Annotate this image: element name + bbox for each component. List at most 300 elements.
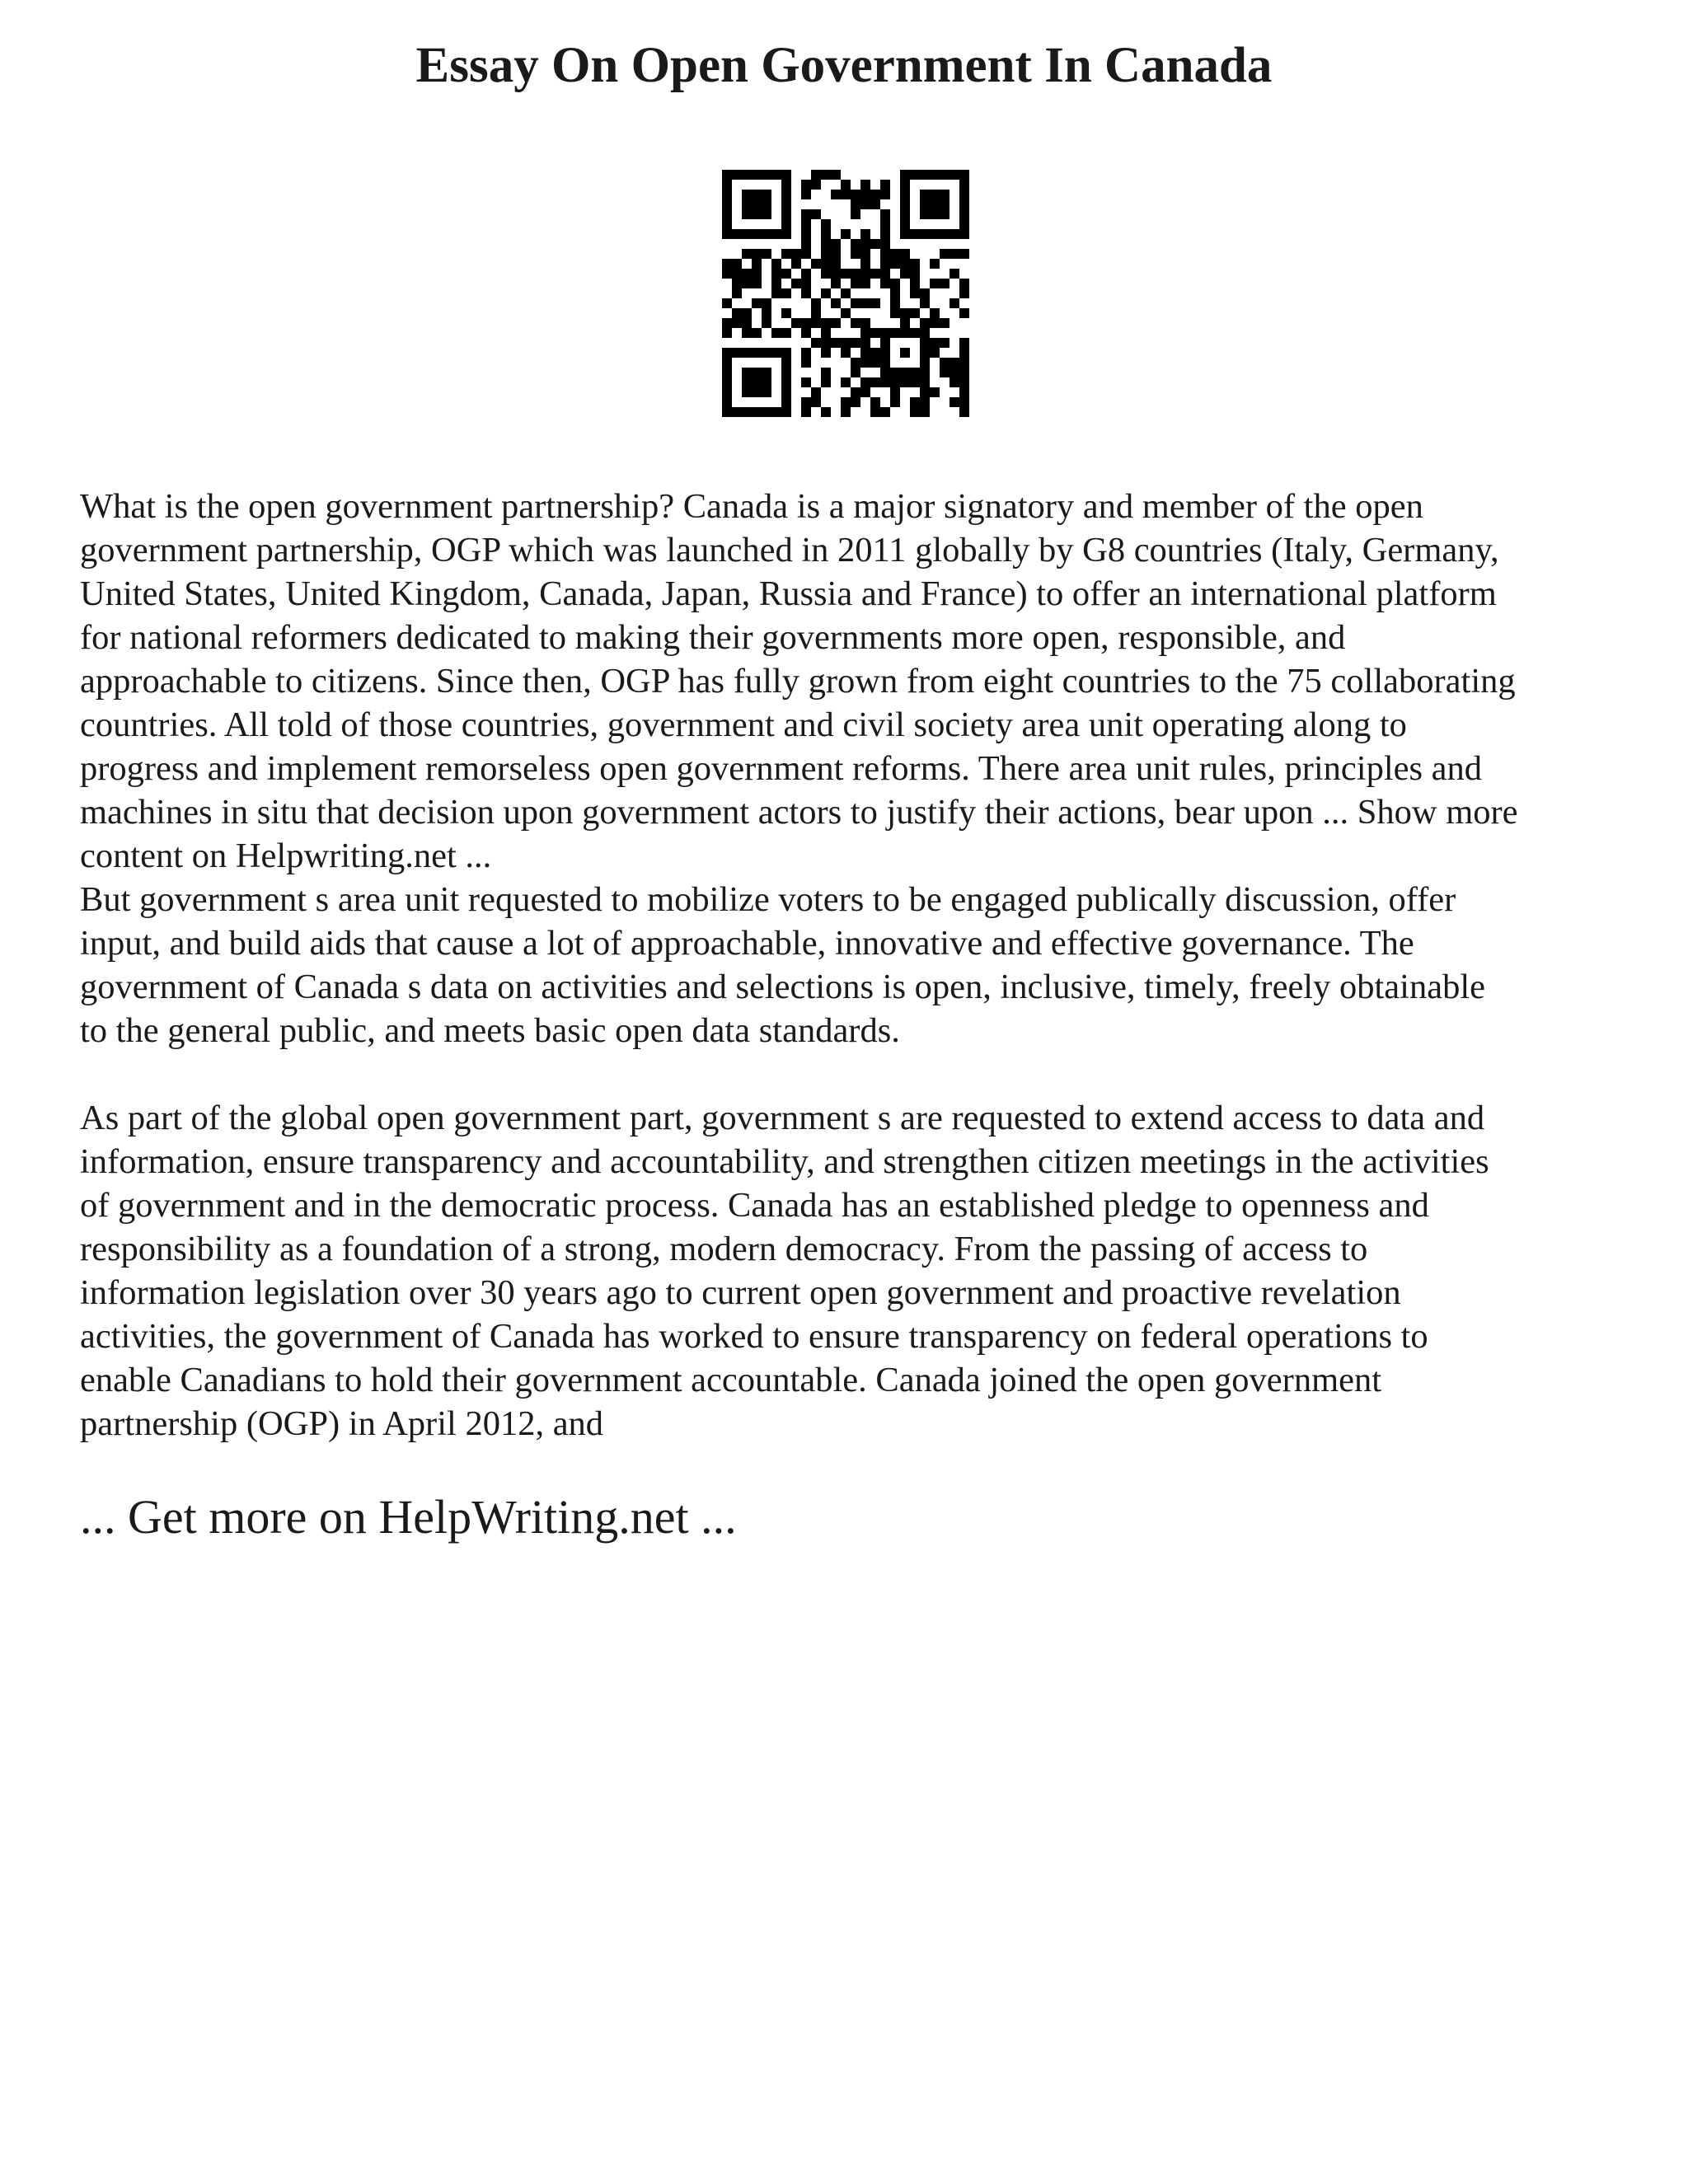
qr-module <box>910 288 920 298</box>
qr-module <box>870 348 880 358</box>
qr-module <box>722 348 732 358</box>
qr-module <box>959 199 969 209</box>
qr-module <box>722 180 732 190</box>
qr-module <box>781 358 791 368</box>
qr-module <box>762 249 771 259</box>
qr-module <box>762 348 771 358</box>
paragraph-1 <box>80 485 1629 878</box>
qr-module <box>722 387 732 397</box>
qr-module <box>900 219 910 229</box>
qr-module <box>860 348 870 358</box>
qr-module <box>910 377 920 387</box>
qr-module <box>771 328 781 338</box>
qr-module <box>752 269 762 279</box>
qr-module <box>722 368 732 377</box>
text-line: As part of the global open government part, government s are requested to extend access to data and <box>80 1099 1485 1137</box>
qr-module <box>752 368 762 377</box>
qr-module <box>870 269 880 279</box>
qr-module <box>890 368 900 377</box>
qr-module <box>722 298 732 308</box>
text-line: But government s area unit requested to mobilize voters to be engaged publically discussion, offer <box>80 880 1456 919</box>
qr-module <box>851 190 860 199</box>
qr-module <box>851 239 860 249</box>
qr-module <box>860 387 870 397</box>
qr-module <box>791 279 801 288</box>
qr-module <box>959 229 969 239</box>
qr-module <box>940 279 950 288</box>
qr-module <box>742 318 752 328</box>
qr-module <box>742 209 752 219</box>
qr-module <box>811 397 821 407</box>
qr-module <box>801 397 811 407</box>
qr-module <box>860 358 870 368</box>
qr-module <box>732 407 742 417</box>
qr-module <box>771 259 781 269</box>
text-line: content on Helpwriting.net ... <box>80 837 492 875</box>
qr-module <box>722 358 732 368</box>
qr-module <box>732 348 742 358</box>
qr-module <box>959 358 969 368</box>
qr-module <box>920 190 930 199</box>
qr-module <box>801 279 811 288</box>
qr-module <box>732 279 742 288</box>
qr-module <box>732 259 742 269</box>
qr-module <box>781 397 791 407</box>
qr-module <box>781 288 791 298</box>
qr-module <box>910 279 920 288</box>
qr-module <box>920 328 930 338</box>
qr-module <box>910 229 920 239</box>
qr-module <box>781 180 791 190</box>
qr-module <box>801 249 811 259</box>
qr-module <box>831 249 841 259</box>
qr-module <box>910 368 920 377</box>
qr-module <box>841 269 851 279</box>
qr-module <box>821 377 831 387</box>
qr-module <box>821 288 831 298</box>
qr-module <box>811 338 821 348</box>
qr-module <box>831 269 841 279</box>
qr-module <box>732 308 742 318</box>
qr-module <box>930 348 940 358</box>
text-line: to the general public, and meets basic open data standards. <box>80 1011 900 1050</box>
qr-module <box>920 229 930 239</box>
qr-module <box>752 199 762 209</box>
qr-module <box>722 407 732 417</box>
qr-module <box>870 199 880 209</box>
qr-module <box>722 190 732 199</box>
qr-module <box>781 209 791 219</box>
qr-module <box>752 387 762 397</box>
qr-module <box>930 308 940 318</box>
qr-module <box>959 180 969 190</box>
qr-module <box>752 377 762 387</box>
qr-module <box>801 180 811 190</box>
qr-module <box>762 209 771 219</box>
qr-module <box>781 269 791 279</box>
qr-module <box>821 219 831 229</box>
qr-module <box>841 407 851 417</box>
qr-module <box>781 190 791 199</box>
qr-module <box>880 407 890 417</box>
qr-module <box>959 387 969 397</box>
qr-module <box>930 209 940 219</box>
qr-module <box>930 190 940 199</box>
qr-module <box>890 298 900 308</box>
qr-module <box>742 249 752 259</box>
qr-module <box>742 308 752 318</box>
qr-module <box>781 387 791 397</box>
qr-module <box>940 368 950 377</box>
qr-module <box>781 249 791 259</box>
qr-module <box>900 259 910 269</box>
qr-module <box>752 328 762 338</box>
qr-module <box>959 209 969 219</box>
qr-module <box>821 249 831 259</box>
qr-module <box>950 269 959 279</box>
qr-module <box>880 348 890 358</box>
qr-module <box>722 397 732 407</box>
qr-module <box>752 249 762 259</box>
qr-module <box>851 298 860 308</box>
qr-module <box>880 219 890 229</box>
qr-module <box>880 209 890 219</box>
qr-module <box>801 377 811 387</box>
qr-module <box>781 199 791 209</box>
qr-module <box>771 269 781 279</box>
qr-module <box>870 377 880 387</box>
qr-module <box>880 229 890 239</box>
qr-module <box>742 387 752 397</box>
qr-module <box>860 377 870 387</box>
qr-module <box>851 209 860 219</box>
qr-module <box>880 259 890 269</box>
qr-module <box>821 170 831 180</box>
qr-module <box>959 288 969 298</box>
qr-module <box>959 249 969 259</box>
qr-module <box>910 170 920 180</box>
qr-module <box>920 358 930 368</box>
text-line: machines in situ that decision upon government actors to justify their actions, bear upon ... Show more <box>80 793 1518 832</box>
qr-module <box>950 170 959 180</box>
qr-module <box>920 199 930 209</box>
qr-module <box>890 259 900 269</box>
qr-module <box>801 358 811 368</box>
qr-module <box>722 199 732 209</box>
qr-module <box>860 269 870 279</box>
qr-module <box>920 298 930 308</box>
qr-module <box>890 288 900 298</box>
qr-module <box>821 338 831 348</box>
qr-module <box>831 318 841 328</box>
qr-module <box>880 377 890 387</box>
qr-module <box>959 279 969 288</box>
qr-module <box>880 338 890 348</box>
qr-module <box>870 407 880 417</box>
qr-module <box>940 338 950 348</box>
qr-module <box>821 328 831 338</box>
qr-module <box>762 190 771 199</box>
qr-module <box>930 279 940 288</box>
qr-module <box>742 170 752 180</box>
text-line: information legislation over 30 years ago to current open government and proactive revelation <box>80 1273 1401 1312</box>
qr-module <box>920 338 930 348</box>
qr-module <box>732 229 742 239</box>
qr-module <box>920 348 930 358</box>
qr-module <box>851 279 860 288</box>
qr-module <box>722 229 732 239</box>
qr-module <box>801 288 811 298</box>
qr-module <box>781 229 791 239</box>
qr-module <box>900 328 910 338</box>
qr-module <box>940 229 950 239</box>
qr-module <box>851 269 860 279</box>
text-line: What is the open government partnership? Canada is a major signatory and member of the open <box>80 487 1423 526</box>
qr-module <box>910 308 920 318</box>
qr-module <box>722 377 732 387</box>
qr-module <box>801 209 811 219</box>
qr-module <box>771 229 781 239</box>
get-more-link[interactable]: ... Get more on HelpWriting.net ... <box>80 1490 737 1544</box>
qr-module <box>781 377 791 387</box>
qr-module <box>870 358 880 368</box>
paragraph-2 <box>80 878 1629 1052</box>
qr-module <box>801 348 811 358</box>
qr-module <box>900 249 910 259</box>
qr-module <box>752 209 762 219</box>
qr-module <box>900 199 910 209</box>
qr-module <box>950 229 959 239</box>
qr-module <box>890 397 900 407</box>
qr-module <box>890 308 900 318</box>
qr-module <box>880 368 890 377</box>
qr-module <box>831 279 841 288</box>
qr-module <box>762 387 771 397</box>
essay-body <box>80 485 1629 1446</box>
qr-module <box>762 229 771 239</box>
qr-module <box>930 387 940 397</box>
qr-module <box>752 170 762 180</box>
qr-module <box>771 348 781 358</box>
qr-module <box>930 318 940 328</box>
qr-module <box>880 269 890 279</box>
qr-module <box>900 269 910 279</box>
qr-module <box>811 318 821 328</box>
qr-module <box>752 259 762 269</box>
qr-module <box>860 239 870 249</box>
qr-module <box>801 407 811 417</box>
qr-module <box>742 229 752 239</box>
qr-module <box>930 170 940 180</box>
qr-module <box>781 348 791 358</box>
qr-module <box>732 288 742 298</box>
qr-module <box>900 377 910 387</box>
qr-module <box>920 387 930 397</box>
qr-module <box>752 229 762 239</box>
qr-module <box>752 298 762 308</box>
qr-module <box>920 318 930 328</box>
qr-module <box>860 279 870 288</box>
text-line: input, and build aids that cause a lot of approachable, innovative and effective governance. The <box>80 924 1414 963</box>
qr-module <box>950 298 959 308</box>
qr-module <box>900 318 910 328</box>
qr-module <box>811 170 821 180</box>
qr-module <box>930 229 940 239</box>
qr-module <box>752 407 762 417</box>
qr-module <box>781 308 791 318</box>
qr-module <box>860 229 870 239</box>
qr-module <box>821 348 831 358</box>
qr-module <box>722 219 732 229</box>
qr-module <box>920 377 930 387</box>
qr-module <box>781 170 791 180</box>
qr-module <box>890 279 900 288</box>
qr-module <box>940 170 950 180</box>
qr-module <box>821 229 831 239</box>
qr-module <box>811 180 821 190</box>
qr-module <box>762 170 771 180</box>
qr-module <box>950 377 959 387</box>
qr-module <box>900 348 910 358</box>
qr-module <box>791 249 801 259</box>
paragraph-gap <box>80 1052 1629 1096</box>
qr-module <box>841 190 851 199</box>
qr-module <box>762 199 771 209</box>
qr-module <box>959 308 969 318</box>
qr-module <box>811 308 821 318</box>
text-line: government of Canada s data on activities and selections is open, inclusive, timely, freely obtainable <box>80 968 1486 1006</box>
qr-module <box>940 199 950 209</box>
qr-module <box>831 259 841 269</box>
qr-module <box>821 318 831 328</box>
qr-module <box>940 209 950 219</box>
qr-module <box>762 377 771 387</box>
qr-code-icon <box>722 170 969 417</box>
qr-module <box>801 229 811 239</box>
qr-module <box>762 318 771 328</box>
text-line: progress and implement remorseless open government reforms. There area unit rules, principles and <box>80 749 1483 788</box>
qr-module <box>880 279 890 288</box>
qr-module <box>722 170 732 180</box>
qr-module <box>841 229 851 239</box>
qr-module <box>959 377 969 387</box>
qr-module <box>821 407 831 417</box>
text-line: of government and in the democratic process. Canada has an established pledge to openness and <box>80 1186 1429 1225</box>
qr-module <box>900 209 910 219</box>
qr-module <box>851 387 860 397</box>
qr-module <box>940 190 950 199</box>
qr-module <box>900 368 910 377</box>
qr-module <box>851 338 860 348</box>
qr-module <box>752 190 762 199</box>
qr-module <box>742 190 752 199</box>
qr-module <box>841 308 851 318</box>
qr-module <box>762 368 771 377</box>
qr-module <box>722 259 732 269</box>
qr-module <box>860 328 870 338</box>
qr-module <box>910 407 920 417</box>
text-line: for national reformers dedicated to making their governments more open, responsible, and <box>80 618 1346 657</box>
qr-module <box>762 308 771 318</box>
qr-module <box>860 298 870 308</box>
qr-module <box>781 407 791 417</box>
qr-module <box>831 239 841 249</box>
qr-module <box>841 180 851 190</box>
qr-module <box>742 269 752 279</box>
qr-module <box>831 170 841 180</box>
qr-module <box>959 407 969 417</box>
qr-module <box>841 397 851 407</box>
qr-module <box>722 209 732 219</box>
qr-module <box>880 239 890 249</box>
qr-module <box>860 180 870 190</box>
qr-module <box>771 279 781 288</box>
qr-module <box>851 318 860 328</box>
qr-module <box>870 298 880 308</box>
qr-module <box>821 368 831 377</box>
text-line: approachable to citizens. Since then, OGP has fully grown from eight countries to the 75 collaborating <box>80 662 1516 701</box>
qr-module <box>910 328 920 338</box>
qr-module <box>890 387 900 397</box>
qr-module <box>940 249 950 259</box>
qr-module <box>930 338 940 348</box>
qr-module <box>959 397 969 407</box>
qr-module <box>781 328 791 338</box>
qr-module <box>900 229 910 239</box>
text-line: countries. All told of those countries, government and civil society area unit operating along to <box>80 705 1407 744</box>
qr-module <box>870 239 880 249</box>
qr-module <box>920 170 930 180</box>
qr-module <box>801 328 811 338</box>
qr-module <box>841 288 851 298</box>
qr-module <box>851 249 860 259</box>
qr-module <box>821 259 831 269</box>
qr-module <box>930 259 940 269</box>
qr-module <box>732 269 742 279</box>
qr-module <box>880 249 890 259</box>
qr-module <box>851 368 860 377</box>
qr-module <box>781 368 791 377</box>
qr-module <box>732 170 742 180</box>
qr-module <box>940 358 950 368</box>
qr-module <box>920 397 930 407</box>
qr-module <box>771 170 781 180</box>
qr-module <box>900 190 910 199</box>
qr-module <box>890 249 900 259</box>
qr-module <box>851 199 860 209</box>
qr-module <box>742 407 752 417</box>
qr-module <box>801 190 811 199</box>
qr-module <box>841 338 851 348</box>
qr-module <box>880 328 890 338</box>
qr-module <box>811 387 821 397</box>
qr-module <box>801 269 811 279</box>
qr-module <box>771 288 781 298</box>
qr-module <box>860 249 870 259</box>
qr-module <box>811 259 821 269</box>
qr-module <box>890 377 900 387</box>
qr-module <box>860 259 870 269</box>
qr-module <box>870 328 880 338</box>
qr-module <box>752 348 762 358</box>
qr-module <box>910 269 920 279</box>
qr-module <box>870 190 880 199</box>
qr-module <box>880 190 890 199</box>
qr-module <box>742 368 752 377</box>
text-line: enable Canadians to hold their government accountable. Canada joined the open government <box>80 1361 1382 1399</box>
qr-module <box>762 298 771 308</box>
qr-module <box>821 269 831 279</box>
